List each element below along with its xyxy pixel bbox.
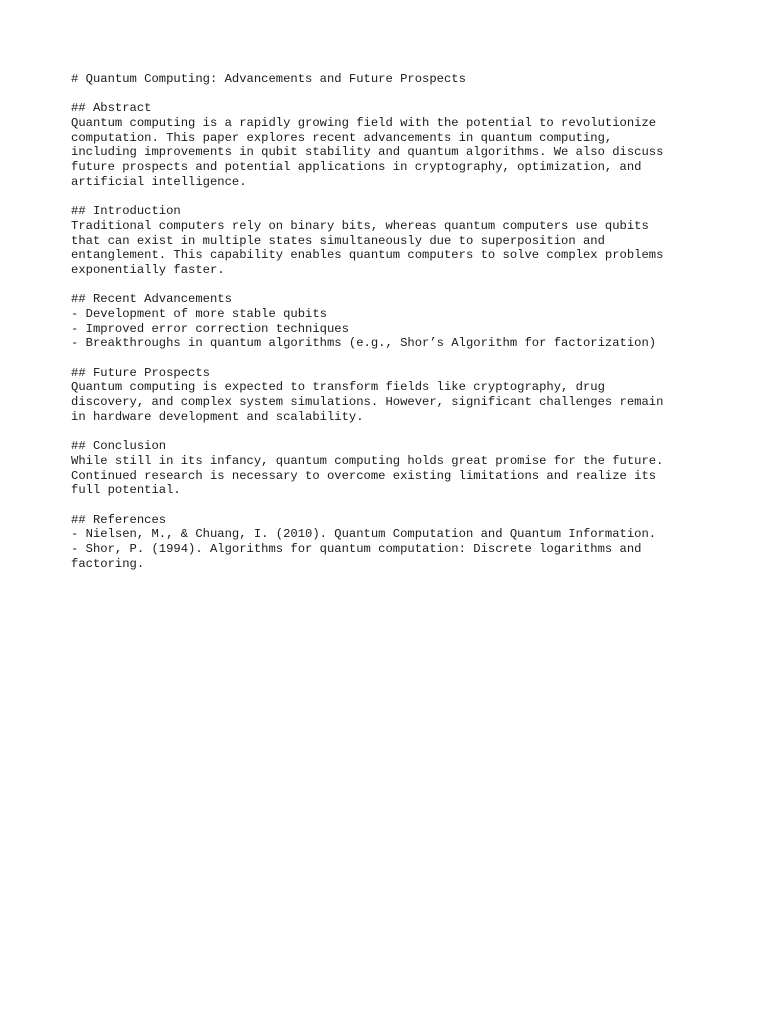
- abstract-line: computation. This paper explores recent advancements in quantum computing,: [71, 130, 613, 145]
- document-page: [71, 72, 711, 571]
- future-prospects-line: in hardware development and scalability.: [71, 409, 364, 424]
- future-prospects-line: Quantum computing is expected to transform fields like cryptography, drug: [71, 380, 605, 395]
- introduction-line: that can exist in multiple states simultaneously due to superposition and: [71, 233, 605, 248]
- section-heading-recent-advancements: ## Recent Advancements: [71, 292, 232, 307]
- conclusion-line: While still in its infancy, quantum computing holds great promise for the future.: [71, 453, 664, 468]
- future-prospects-line: discovery, and complex system simulations. However, significant challenges remain: [71, 395, 664, 410]
- abstract-line: including improvements in qubit stability and quantum algorithms. We also discuss: [71, 145, 664, 160]
- advancement-list-item: - Breakthroughs in quantum algorithms (e.g., Shor’s Algorithm for factorization): [71, 336, 657, 351]
- introduction-line: Traditional computers rely on binary bits, whereas quantum computers use qubits: [71, 218, 649, 233]
- introduction-line: entanglement. This capability enables quantum computers to solve complex problems: [71, 248, 664, 263]
- reference-item: - Shor, P. (1994). Algorithms for quantum computation: Discrete logarithms and: [71, 542, 642, 556]
- spacer: [71, 351, 711, 366]
- advancement-list-item: - Development of more stable qubits: [71, 307, 327, 321]
- abstract-line: future prospects and potential applications in cryptography, optimization, and: [71, 160, 642, 175]
- spacer: [71, 87, 711, 102]
- section-heading-references: ## References: [71, 512, 167, 527]
- abstract-line: artificial intelligence.: [71, 174, 247, 189]
- spacer: [71, 425, 711, 440]
- spacer: [71, 278, 711, 293]
- reference-item: - Nielsen, M., & Chuang, I. (2010). Quantum Computation and Quantum Information.: [71, 527, 657, 542]
- section-heading-abstract: ## Abstract: [71, 101, 152, 116]
- section-heading-future-prospects: ## Future Prospects: [71, 365, 210, 380]
- advancement-list-item: - Improved error correction techniques: [71, 321, 349, 336]
- conclusion-line: Continued research is necessary to overcome existing limitations and realize its: [71, 468, 657, 483]
- conclusion-line: full potential.: [71, 483, 181, 498]
- abstract-line: Quantum computing is a rapidly growing field with the potential to revolutionize: [71, 116, 657, 131]
- introduction-line: exponentially faster.: [71, 262, 225, 277]
- spacer: [71, 190, 711, 205]
- spacer: [71, 498, 711, 513]
- document-title: # Quantum Computing: Advancements and Future Prospects: [71, 72, 466, 86]
- section-heading-introduction: ## Introduction: [71, 204, 181, 219]
- section-heading-conclusion: ## Conclusion: [71, 439, 167, 454]
- reference-item: factoring.: [71, 556, 145, 571]
